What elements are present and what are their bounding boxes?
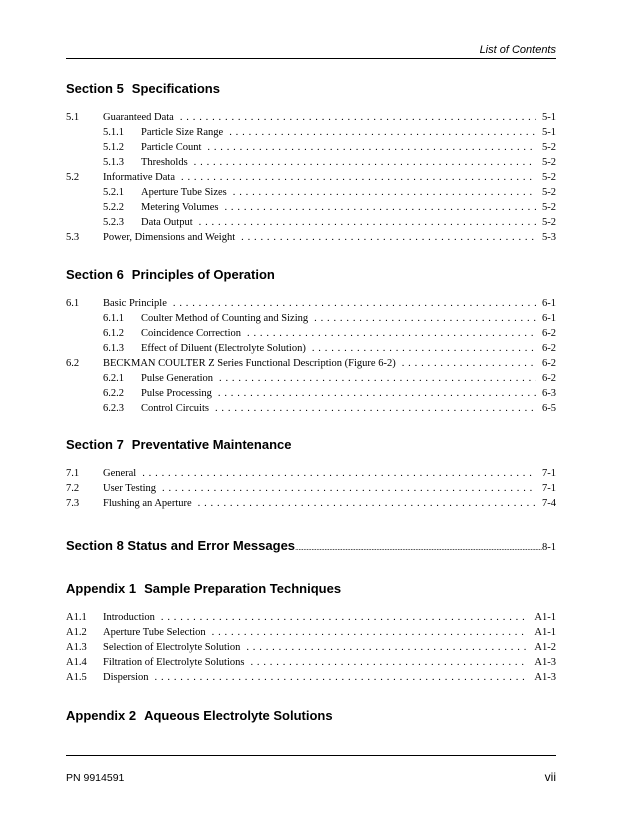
dot-leader <box>218 202 536 213</box>
toc-entry[interactable] <box>66 157 556 172</box>
entry-number: 5.2 <box>66 172 80 183</box>
toc-entry[interactable] <box>66 498 556 513</box>
entry-body <box>103 498 556 509</box>
entry-page: 5-3 <box>542 232 556 243</box>
entry-body <box>103 187 556 198</box>
entry-label: Informative Data <box>103 172 176 183</box>
entry-subnumber: 6.1.1 <box>103 313 124 324</box>
dot-leader <box>201 142 536 153</box>
toc-section-6 <box>66 266 556 418</box>
entry-number: 5.3 <box>66 232 80 243</box>
entry-label: Dispersion <box>103 672 149 683</box>
dot-leader <box>223 127 536 138</box>
entry-number: A1.3 <box>66 642 87 653</box>
section-title-text: Aqueous Electrolyte Solutions <box>144 708 333 723</box>
entry-label: Coincidence Correction <box>141 328 242 339</box>
entry-page: A1-1 <box>534 627 556 638</box>
entry-page: 6-1 <box>542 313 556 324</box>
toc-section-7 <box>66 436 556 513</box>
section-title-text: Sample Preparation Techniques <box>144 581 342 596</box>
section-title-text: Preventative Maintenance <box>131 437 292 452</box>
entry-page: 6-1 <box>542 298 556 309</box>
dot-leader <box>240 642 528 653</box>
toc-appendix-2 <box>66 707 556 739</box>
entry-page: 7-1 <box>542 468 556 479</box>
toc-entry[interactable] <box>66 313 556 328</box>
toc-entry[interactable] <box>66 657 556 672</box>
toc-entry[interactable] <box>66 612 556 627</box>
dot-leader <box>235 232 536 243</box>
entry-label: Particle Count <box>141 142 202 153</box>
toc-entry[interactable] <box>66 298 556 313</box>
toc-entry[interactable] <box>66 468 556 483</box>
entry-number: 7.1 <box>66 468 80 479</box>
section-title <box>66 80 556 98</box>
entry-body <box>103 672 556 683</box>
section-title-label: Appendix 1 <box>66 581 137 596</box>
entry-body <box>103 358 556 369</box>
entry-body <box>103 642 556 653</box>
entry-body <box>103 612 556 623</box>
entry-number: A1.5 <box>66 672 87 683</box>
entry-page: 5-1 <box>542 112 556 123</box>
toc-section-8 <box>66 538 556 553</box>
entry-label: Coulter Method of Counting and Sizing <box>141 313 309 324</box>
entry-number: 7.3 <box>66 498 80 509</box>
entry-body <box>103 373 556 384</box>
entry-page: 7-4 <box>542 498 556 509</box>
entry-body <box>103 127 556 138</box>
toc-entry[interactable] <box>66 373 556 388</box>
section-8-page: 8-1 <box>542 542 556 553</box>
dot-leader <box>227 187 536 198</box>
dot-leader <box>396 358 536 369</box>
entry-body <box>103 657 556 668</box>
entry-label: BECKMAN COULTER Z Series Functional Description (Figure 6-2) <box>103 358 396 369</box>
section-title-text: Specifications <box>131 81 220 96</box>
entry-label: General <box>103 468 137 479</box>
dot-leader <box>167 298 536 309</box>
entry-label: Control Circuits <box>141 403 209 414</box>
section-title-label: Section 5 <box>66 81 124 96</box>
dot-leader <box>206 627 529 638</box>
entry-subnumber: 5.2.2 <box>103 202 124 213</box>
dot-leader <box>308 313 536 324</box>
entry-page: 5-2 <box>542 172 556 183</box>
entry-page: 6-2 <box>542 343 556 354</box>
entry-page: 6-2 <box>542 358 556 369</box>
entry-body <box>103 202 556 213</box>
entry-body <box>103 172 556 183</box>
toc-entry[interactable] <box>66 232 556 247</box>
dot-leader <box>244 657 528 668</box>
entry-page: 6-2 <box>542 328 556 339</box>
entry-page: 6-5 <box>542 403 556 414</box>
entry-body <box>103 217 556 228</box>
section-title <box>66 580 556 598</box>
entry-body <box>103 403 556 414</box>
entry-body <box>103 112 556 123</box>
dot-leader <box>188 157 536 168</box>
entry-page: A1-3 <box>534 657 556 668</box>
dot-leader <box>136 468 536 479</box>
entry-label: Aperture Tube Sizes <box>141 187 227 198</box>
entry-label: Aperture Tube Selection <box>103 627 206 638</box>
entry-body <box>103 343 556 354</box>
entry-page: A1-3 <box>534 672 556 683</box>
toc-entry[interactable] <box>66 202 556 217</box>
running-header: List of Contents <box>479 44 556 56</box>
section-title <box>66 707 556 725</box>
dot-leader <box>192 498 536 509</box>
toc-entry[interactable] <box>66 172 556 187</box>
entry-page: 7-1 <box>542 483 556 494</box>
entry-number: 6.1 <box>66 298 80 309</box>
entry-page: 5-2 <box>542 202 556 213</box>
entry-label: Filtration of Electrolyte Solutions <box>103 657 245 668</box>
dot-leader <box>149 672 529 683</box>
entry-label: Guaranteed Data <box>103 112 174 123</box>
entry-subnumber: 6.2.2 <box>103 388 124 399</box>
dot-leader <box>213 373 536 384</box>
entry-subnumber: 6.2.1 <box>103 373 124 384</box>
entry-body <box>103 298 556 309</box>
entry-page: 5-2 <box>542 157 556 168</box>
dot-leader <box>306 343 536 354</box>
part-number: PN 9914591 <box>66 772 125 784</box>
entry-label: Flushing an Aperture <box>103 498 192 509</box>
page-number: vii <box>544 770 556 784</box>
dot-leader <box>175 172 536 183</box>
dot-leader <box>193 217 536 228</box>
entry-label: Introduction <box>103 612 155 623</box>
dot-leader <box>295 543 542 552</box>
toc-entry[interactable] <box>66 403 556 418</box>
entry-label: Data Output <box>141 217 193 228</box>
entry-label: Metering Volumes <box>141 202 219 213</box>
toc-entry[interactable] <box>66 672 556 687</box>
dot-leader <box>155 612 529 623</box>
entry-label: Power, Dimensions and Weight <box>103 232 236 243</box>
entry-page: 5-2 <box>542 187 556 198</box>
entry-page: 5-2 <box>542 217 556 228</box>
section-title <box>66 436 556 454</box>
entry-label: Selection of Electrolyte Solution <box>103 642 241 653</box>
toc-entry[interactable] <box>66 142 556 157</box>
entry-number: 6.2 <box>66 358 80 369</box>
entry-body <box>103 483 556 494</box>
section-title <box>66 266 556 284</box>
entry-body <box>103 388 556 399</box>
entry-number: 7.2 <box>66 483 80 494</box>
section-title-label: Section 7 <box>66 437 124 452</box>
toc-entry[interactable] <box>66 343 556 358</box>
header-rule <box>66 58 556 59</box>
entry-label: Basic Principle <box>103 298 167 309</box>
entry-number: 5.1 <box>66 112 80 123</box>
toc-section-5 <box>66 80 556 247</box>
entry-page: A1-1 <box>534 612 556 623</box>
entry-page: 5-1 <box>542 127 556 138</box>
entry-label: Effect of Diluent (Electrolyte Solution) <box>141 343 306 354</box>
toc-entry[interactable] <box>66 187 556 202</box>
entry-body <box>103 313 556 324</box>
dot-leader <box>156 483 536 494</box>
entry-subnumber: 5.1.3 <box>103 157 124 168</box>
entry-label: Thresholds <box>141 157 188 168</box>
entry-label: Particle Size Range <box>141 127 224 138</box>
entry-body <box>103 627 556 638</box>
dot-leader <box>212 388 536 399</box>
entry-subnumber: 5.1.1 <box>103 127 124 138</box>
entry-body <box>103 142 556 153</box>
entry-subnumber: 5.1.2 <box>103 142 124 153</box>
entry-page: 6-2 <box>542 373 556 384</box>
entry-page: 6-3 <box>542 388 556 399</box>
entry-label: Pulse Generation <box>141 373 214 384</box>
section-title-label: Appendix 2 <box>66 708 137 723</box>
entry-body <box>103 157 556 168</box>
entry-body <box>103 328 556 339</box>
entry-page: A1-2 <box>534 642 556 653</box>
toc-entry[interactable] <box>66 328 556 343</box>
toc-entry[interactable] <box>66 358 556 373</box>
entry-number: A1.2 <box>66 627 87 638</box>
dot-leader <box>174 112 536 123</box>
toc-entry[interactable] <box>66 127 556 142</box>
entry-subnumber: 6.1.3 <box>103 343 124 354</box>
entry-subnumber: 5.2.1 <box>103 187 124 198</box>
toc-entry[interactable] <box>66 217 556 232</box>
entry-number: A1.1 <box>66 612 87 623</box>
toc-entry[interactable] <box>66 627 556 642</box>
entry-number: A1.4 <box>66 657 87 668</box>
entry-subnumber: 6.2.3 <box>103 403 124 414</box>
toc-entry[interactable] <box>66 483 556 498</box>
dot-leader <box>209 403 536 414</box>
toc-entry[interactable] <box>66 112 556 127</box>
entry-page: 5-2 <box>542 142 556 153</box>
toc-entry[interactable] <box>66 642 556 657</box>
entry-subnumber: 5.2.3 <box>103 217 124 228</box>
entry-subnumber: 6.1.2 <box>103 328 124 339</box>
entry-label: Pulse Processing <box>141 388 212 399</box>
section-8-title: Section 8 Status and Error Messages <box>66 538 296 553</box>
toc-entry[interactable] <box>66 388 556 403</box>
toc-appendix-1 <box>66 580 556 687</box>
dot-leader <box>241 328 536 339</box>
entry-body <box>103 468 556 479</box>
footer-rule <box>66 755 556 756</box>
section-title-label: Section 6 <box>66 267 124 282</box>
entry-body <box>103 232 556 243</box>
entry-label: User Testing <box>103 483 157 494</box>
section-title-text: Principles of Operation <box>131 267 275 282</box>
